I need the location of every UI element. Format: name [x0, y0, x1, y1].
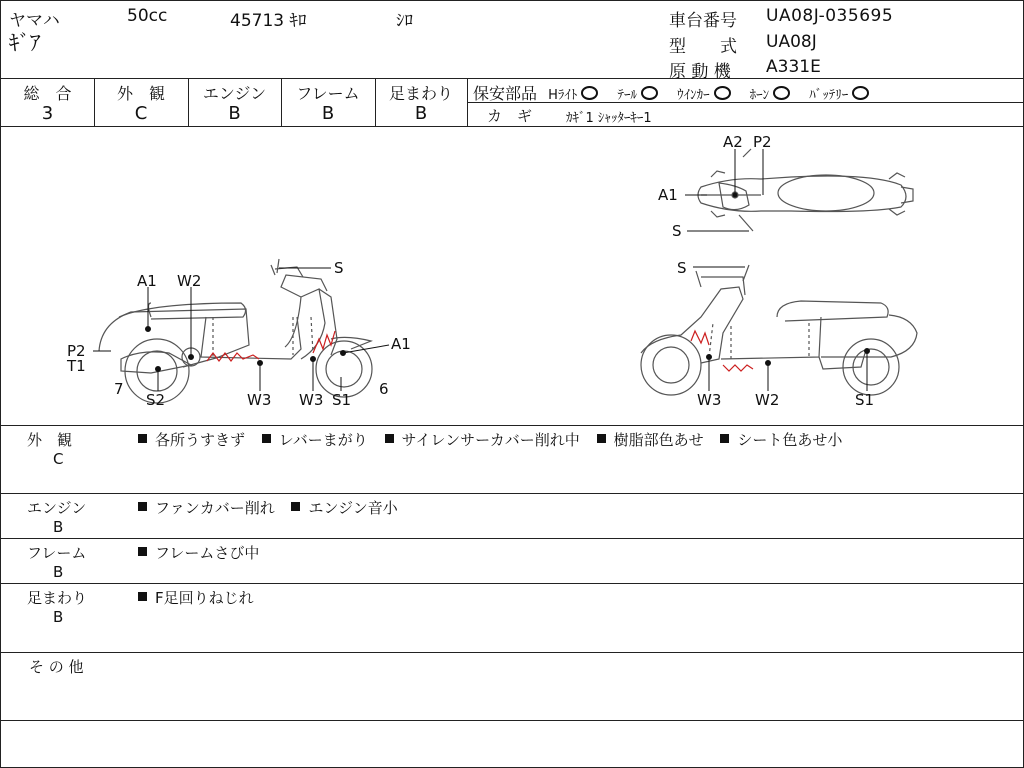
label-w2: W2 — [755, 391, 780, 409]
label-w3: W3 — [247, 391, 272, 409]
bullet-square-icon — [597, 434, 606, 443]
grade-header-suspension: 足まわり — [388, 84, 453, 103]
type-value: UA08J — [766, 32, 817, 52]
safety-label: 保安部品 — [473, 84, 538, 103]
key-value: ｶｷﾞ1 ｼｬｯﾀｰｷｰ1 — [566, 111, 652, 126]
leader-lines — [93, 149, 870, 391]
bullet-square-icon — [262, 434, 271, 443]
label-w3: W3 — [697, 391, 722, 409]
divider — [1, 538, 1023, 539]
body-color: ｼﾛ — [396, 11, 413, 31]
bullet-square-icon — [138, 502, 147, 511]
ok-circle-icon — [581, 86, 598, 100]
safety-item-winker: ｳｲﾝｶｰ — [677, 88, 710, 103]
divider — [1, 652, 1023, 653]
note-item: ファンカバー削れ — [155, 499, 275, 517]
divider — [1, 78, 1023, 79]
label-7: 7 — [114, 380, 124, 398]
grade-overall: 3 — [41, 103, 54, 124]
note-item: エンジン音小 — [308, 499, 398, 517]
safety-item-headlight: Hﾗｲﾄ — [548, 88, 578, 103]
grade-header-exterior: 外 観 — [116, 84, 165, 103]
note-title-engine: エンジン — [27, 499, 87, 517]
note-items-engine — [138, 497, 410, 518]
grade-exterior: C — [134, 103, 148, 124]
label-6: 6 — [379, 380, 389, 398]
note-grade-engine: B — [53, 518, 64, 536]
grade-header-overall: 総 合 — [23, 84, 72, 103]
label-a1: A1 — [391, 335, 411, 353]
engine-value: A331E — [766, 57, 821, 77]
bullet-square-icon — [138, 547, 147, 556]
label-p2: P2 — [753, 133, 772, 151]
label-p2: P2 — [67, 342, 86, 360]
displacement: 50cc — [127, 6, 168, 26]
engine-label: 原 動 機 — [669, 62, 731, 82]
note-title-exterior: 外 観 — [27, 431, 73, 449]
safety-item-tail: ﾃｰﾙ — [617, 88, 637, 103]
label-w3: W3 — [299, 391, 324, 409]
scooter-right-view-icon — [641, 265, 917, 395]
grade-suspension: B — [414, 103, 428, 124]
label-a1: A1 — [137, 272, 157, 290]
ok-circle-icon — [852, 86, 869, 100]
maker: ヤマハ — [9, 11, 60, 31]
mileage: 45713 ｷﾛ — [230, 11, 307, 31]
note-title-suspension: 足まわり — [27, 589, 88, 607]
divider — [467, 78, 468, 126]
frame-no-label: 車台番号 — [669, 11, 737, 31]
model-name: ｷﾞｱ — [9, 31, 41, 55]
divider — [1, 425, 1023, 426]
label-a1: A1 — [658, 186, 678, 204]
ok-circle-icon — [773, 86, 790, 100]
note-title-other: そ の 他 — [29, 658, 84, 676]
label-t1: T1 — [67, 357, 86, 375]
scooter-top-view-icon — [698, 149, 913, 231]
note-item: フレームさび中 — [155, 544, 260, 562]
note-title-frame: フレーム — [27, 544, 87, 562]
note-item: 各所うすきず — [155, 431, 246, 449]
damage-diagram — [1, 127, 1023, 425]
diagram-labels — [66, 133, 874, 409]
note-item: サイレンサーカバー削れ中 — [401, 431, 580, 449]
grade-header-engine: エンジン — [202, 84, 267, 103]
safety-item-horn: ﾎｰﾝ — [749, 88, 770, 103]
divider — [1, 493, 1023, 494]
note-items-suspension — [138, 587, 266, 608]
frame-no-value: UA08J-035695 — [766, 6, 894, 26]
ok-circle-icon — [641, 86, 658, 100]
note-item: レバーまがり — [278, 431, 368, 449]
ok-circle-icon — [714, 86, 731, 100]
label-w2: W2 — [177, 272, 202, 290]
key-label: カ ギ — [487, 107, 533, 125]
bullet-square-icon — [291, 502, 300, 511]
label-s: S — [672, 222, 682, 240]
grade-engine: B — [228, 103, 241, 124]
bullet-square-icon — [720, 434, 729, 443]
note-items-exterior — [138, 429, 854, 450]
note-items-frame — [138, 542, 271, 563]
label-s2: S2 — [146, 391, 166, 409]
grade-frame: B — [321, 103, 335, 124]
note-item: F足回りねじれ — [155, 589, 254, 607]
type-label: 型 式 — [669, 37, 737, 57]
divider — [1, 583, 1023, 584]
bullet-square-icon — [138, 434, 147, 443]
note-grade-frame: B — [53, 563, 64, 581]
note-grade-exterior: C — [53, 450, 64, 468]
label-s1: S1 — [855, 391, 875, 409]
note-item: シート色あせ小 — [737, 431, 843, 449]
divider — [1, 720, 1023, 721]
grade-header-frame: フレーム — [296, 84, 360, 103]
label-s: S — [334, 259, 344, 277]
note-item: 樹脂部色あせ — [613, 431, 704, 449]
bullet-square-icon — [385, 434, 394, 443]
bullet-square-icon — [138, 592, 147, 601]
label-s: S — [677, 259, 687, 277]
label-s1: S1 — [332, 391, 352, 409]
note-grade-suspension: B — [53, 608, 64, 626]
safety-item-battery: ﾊﾞｯﾃﾘｰ — [809, 88, 849, 103]
safety-parts-row — [473, 81, 873, 104]
label-a2: A2 — [723, 133, 743, 151]
